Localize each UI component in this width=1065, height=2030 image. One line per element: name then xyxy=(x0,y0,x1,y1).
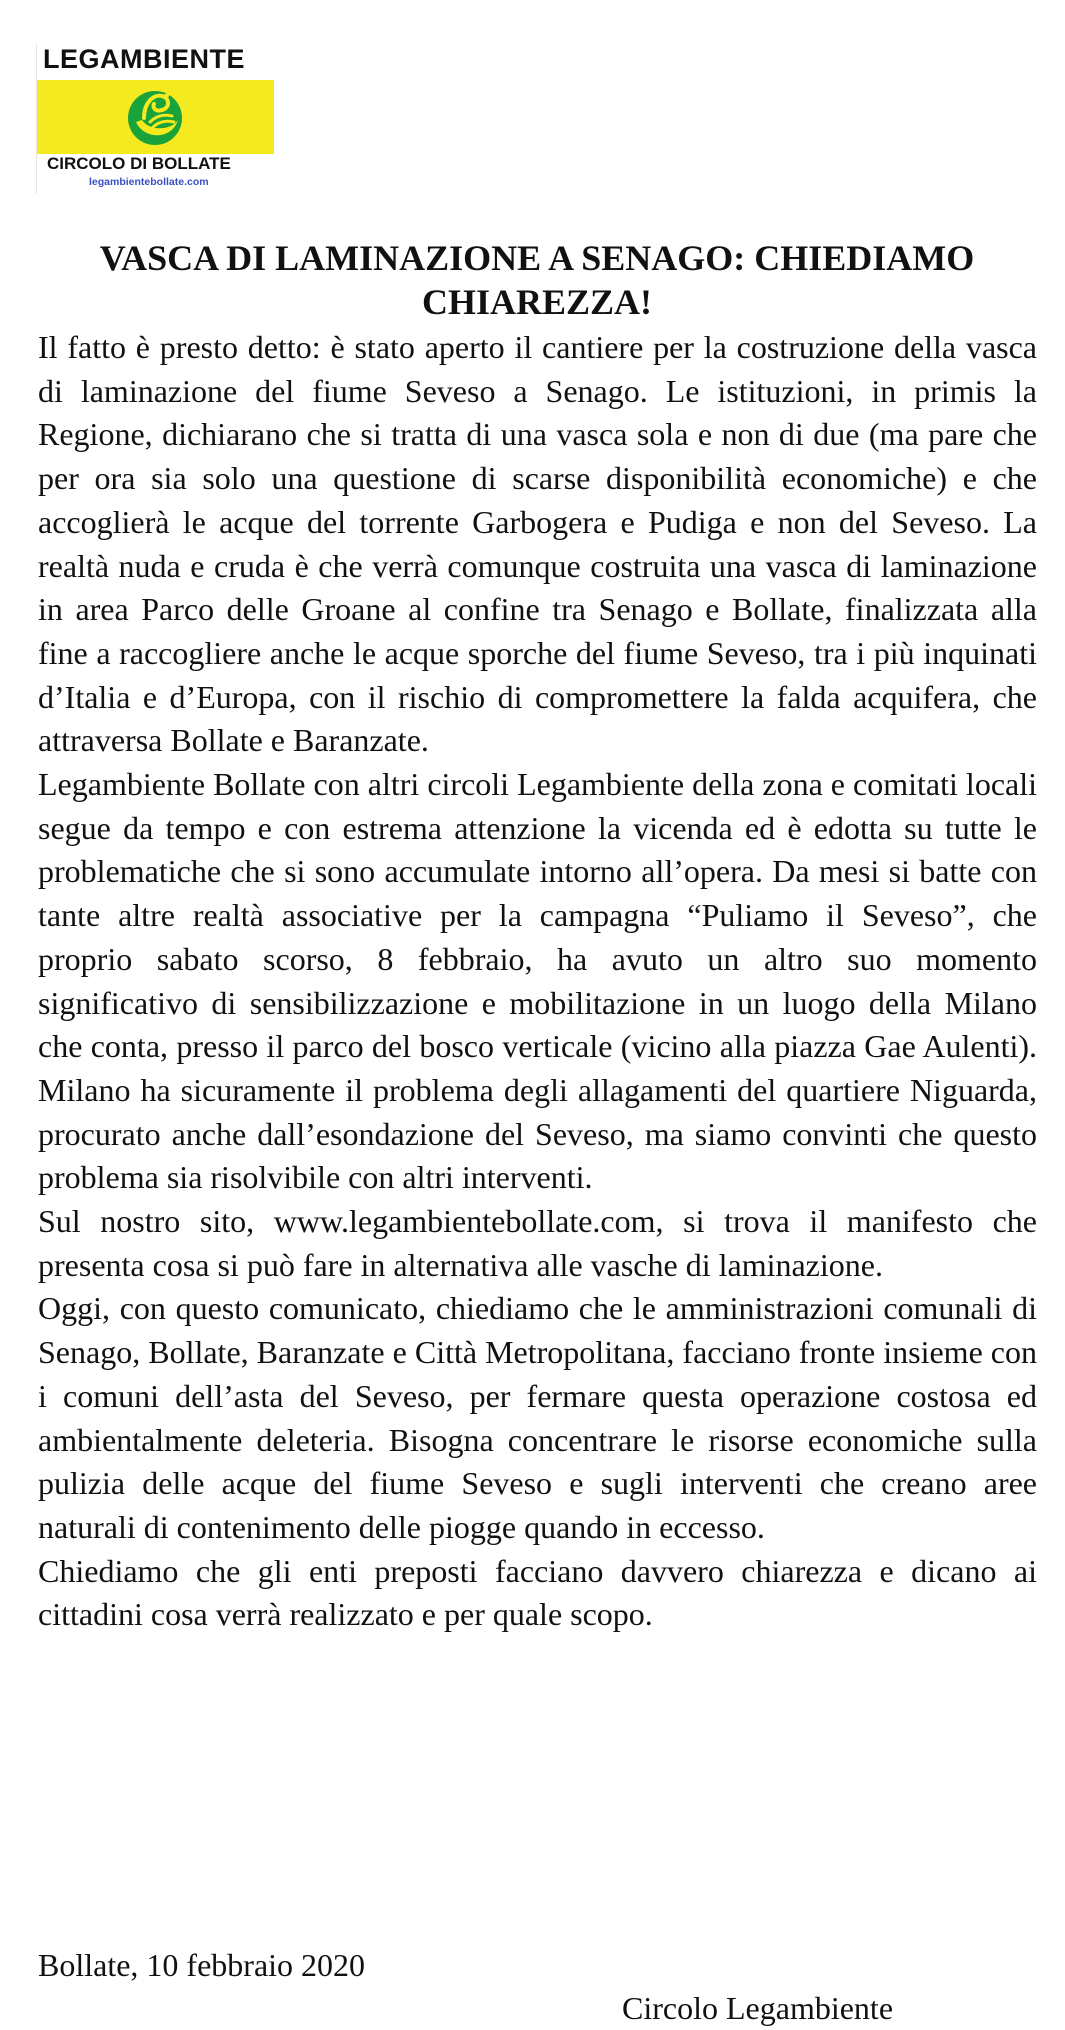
logo-brand-name: LEGAMBIENTE xyxy=(43,44,246,74)
logo-website: legambientebollate.com xyxy=(89,176,209,188)
paragraph-2: Legambiente Bollate con altri circoli Legambiente della zona e comitati locali segue da tempo e con estrema attenzione la vicenda ed è edotta su tutte le problematiche che si sono accumulate intorno all’opera. Da mesi si batte con tante altre realtà associative per la campagna “Puliamo il Seveso”, che proprio sabato scorso, 8 febbraio, ha avuto un altro suo momento significativo di sensibilizzazione e mobilitazione in un luogo della Milano che conta, presso il parco del bosco verticale (vicino alla piazza Gae Aulenti). Milano ha sicuramente il problema degli allagamenti del quartiere Niguarda, procurato anche dall’esondazione del Seveso, ma siamo convinti che questo problema sia risolvibile con altri interventi. xyxy=(38,766,1037,1196)
paragraph-3: Sul nostro sito, www.legambientebollate.com, si trova il manifesto che presenta cosa si può fare in alternativa alle vasche di laminazione. xyxy=(38,1203,1037,1283)
paragraph-4: Oggi, con questo comunicato, chiediamo che le amministrazioni comunali di Senago, Bollate, Baranzate e Città Metropolitana, facciano fronte insieme con i comuni dell’asta del Seveso, per fermare questa operazione costosa ed ambientalmente deleteria. Bisogna concentrare le risorse economiche sulla pulizia delle acque del fiume Seveso e sugli interventi che creano aree naturali di contenimento delle piogge quando in eccesso. xyxy=(38,1290,1037,1545)
legambiente-logo xyxy=(36,44,275,194)
swan-icon xyxy=(122,82,188,148)
place-and-date: Bollate, 10 febbraio 2020 xyxy=(38,1947,366,1983)
paragraph-5: Chiediamo che gli enti preposti facciano davvero chiarezza e dicano ai cittadini cosa verrà realizzato e per quale scopo. xyxy=(38,1552,1037,1633)
document-body xyxy=(38,326,1037,1637)
logo-circle-name: CIRCOLO DI BOLLATE xyxy=(47,154,231,173)
paragraph-1: Il fatto è presto detto: è stato aperto il cantiere per la costruzione della vasca di laminazione del fiume Seveso a Senago. Le istituzioni, in primis la Regione, dichiarano che si tratta di una vasca sola e non di due (ma pare che per ora sia solo una questione di scarse disponibilità economiche) e che accoglierà le acque del torrente Garbogera e Pudiga e non del Seveso. La realtà nuda e cruda è che verrà comunque costruita una vasca di laminazione in area Parco delle Groane al confine tra Senago e Bollate, finalizzata alla fine a raccogliere anche le acque sporche del fiume Seveso, tra i più inquinati d’Italia e d’Europa, con il rischio di compromettere la falda acquifera, che attraversa Bollate e Baranzate. xyxy=(38,329,1037,759)
logo-yellow-band xyxy=(37,80,274,154)
document-title: VASCA DI LAMINAZIONE A SENAGO: CHIEDIAMO CHIAREZZA! xyxy=(99,238,975,322)
signature: Circolo Legambiente xyxy=(622,1990,894,2026)
